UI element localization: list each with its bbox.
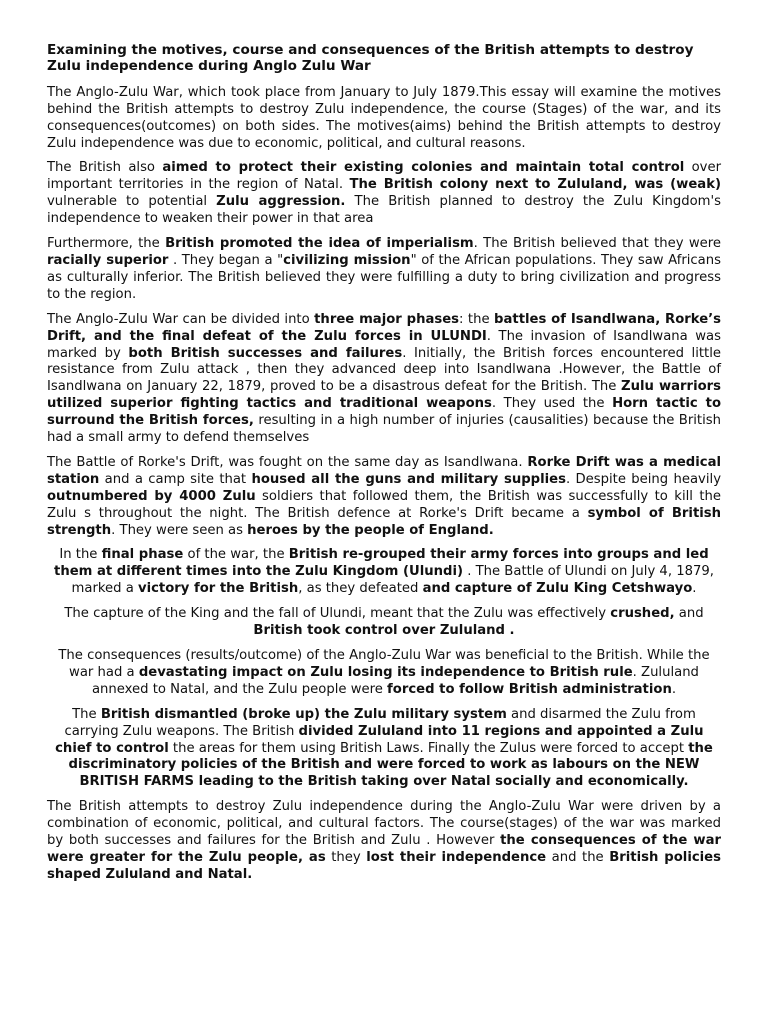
paragraph-isandlwana: The Anglo-Zulu War can be divided into three major phases: the battles of Isandlwana, Rorke’s Drift, and the final defeat of the Zulu forces in ULUNDI. The invasion of Isandlwana was marked by both British successes and failures. Initially, the British forces encountered little resistance from Zulu attack , then they advanced deep into Isandlwana .However, the Battle of Isandlwana on January 22, 1879, proved to be a disastrous defeat for the British. The Zulu warriors utilized superior fighting tactics and traditional weapons. They used the Horn tactic to surround the British forces, resulting in a high number of injuries (causalities) because the British had a small army to defend themselves	[47, 311, 722, 446]
paragraph-rorkes-drift: The Battle of Rorke's Drift, was fought on the same day as Isandlwana. Rorke Drift was a medical station and a camp site that housed all the guns and military supplies. Despite being heavily outnumbered by 4000 Zulu soldiers that followed them, the British was successfully to kill the Zulu s throughout the night. The British defence at Rorke's Drift became a symbol of British strength. They were seen as heroes by the people of England.	[47, 454, 722, 538]
paragraph-conclusion: The British attempts to destroy Zulu independence during the Anglo-Zulu War were driven by a combination of economic, political, and cultural factors. The course(stages) of the war was marked by both successes and failures for the British and Zulu . However the consequences of the war were greater for the Zulu people, as they lost their independence and the British policies shaped Zululand and Natal.	[47, 799, 721, 882]
paragraph-king-capture: The capture of the King and the fall of Ulundi, meant that the Zulu was effectively crushed, and British took control over Zululand .	[64, 606, 704, 639]
essay-title: Examining the motives, course and consequences of the British attempts to destroy Zulu independence during Anglo Zulu War	[47, 42, 694, 75]
document-page	[47, 42, 721, 884]
paragraph-economic-motive: The British also aimed to protect their existing colonies and maintain total control over important territories in the region of Natal. The British colony next to Zululand, was (weak) vulnerable to potential Zulu aggression. The British planned to destroy the Zulu Kingdom's independence to weaken their power in that area	[47, 160, 722, 227]
paragraph-introduction: The Anglo-Zulu War, which took place from January to July 1879.This essay will examine the motives behind the British attempts to destroy Zulu independence, the course (Stages) of the war, and its consequences(outcomes) on both sides. The motives(aims) behind the British attempts to destroy Zulu independence was due to economic, political, and cultural reasons.	[47, 84, 721, 151]
paragraph-consequences: The consequences (results/outcome) of the Anglo-Zulu War was beneficial to the British. While the war had a devastating impact on Zulu losing its independence to British rule. Zululand annexed to Natal, and the Zulu people were forced to follow British administration.	[58, 648, 710, 697]
paragraph-ulundi: In the final phase of the war, the British re-grouped their army forces into groups and led them at different times into the Zulu Kingdom (Ulundi) . The Battle of Ulundi on July 4, 1879, marked a victory for the British, as they defeated and capture of Zulu King Cetshwayo.	[54, 547, 714, 597]
paragraph-dismantling: The British dismantled (broke up) the Zulu military system and disarmed the Zulu from carrying Zulu weapons. The British divided Zululand into 11 regions and appointed a Zulu chief to control the areas for them using British Laws. Finally the Zulus were forced to accept the discriminatory policies of the British and were forced to work as labours on the NEW BRITISH FARMS leading to the British taking over Natal socially and economically.	[55, 706, 713, 790]
paragraph-imperialism: Furthermore, the British promoted the idea of imperialism. The British believed that they were racially superior . They began a "civilizing mission" of the African populations. They saw Africans as culturally inferior. The British believed they were fulfilling a duty to bring civilization and progress to the region.	[47, 236, 721, 302]
